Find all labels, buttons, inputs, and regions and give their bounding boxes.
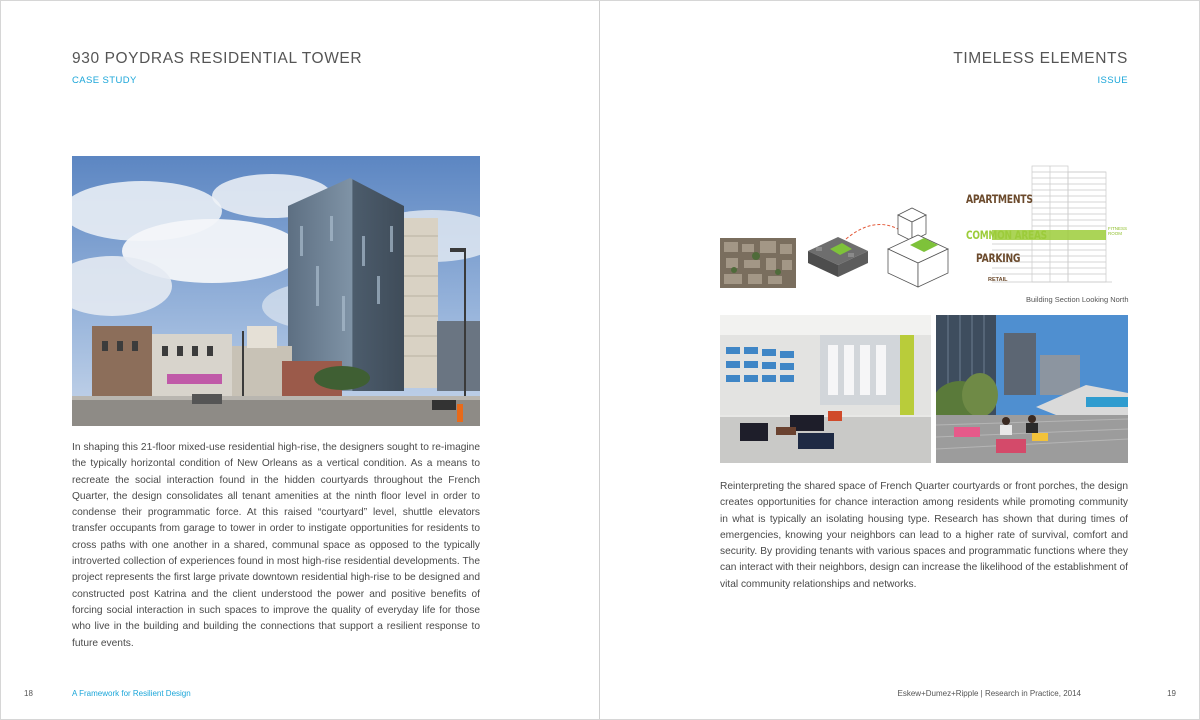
rooftop-illustration — [936, 315, 1128, 463]
left-body-text: In shaping this 21-floor mixed-use residential high-rise, the designers sought to re-imagine the typically horizontal condition of New Orleans as a vertical condition. As a means to recreate the social interaction found in the hidden courtyards throughout the French Quarter, the design consolidates all tenant amenities at the ninth floor level in order to condense their programmatic force. At this raised “courtyard” level, shuttle elevators transfer occupants from garage to tower in order to instigate opportunities for residents to cross paths with one another in a shared, communal space as opposed to the typically introverted collection of experiences found in most high-rise residential developments. The project represents the first large private downtown residential high-rise to be designed and constructed post Katrina and the client understood the power and positive benefits of forcing social interaction in such spaces to improve the quality of everyday life for those who live in the building and building the connections that support a resilient response to future events. — [72, 442, 480, 649]
right-body-text: Reinterpreting the shared space of French Quarter courtyards or front porches, the design creates opportunities for chance interaction among residents while promoting community in what is typically an isolating housing type. Research has shown that during times of emergencies, knowing your neighbors can lead to a higher rate of survival, comfort and security. By providing tenants with various spaces and programmatic functions where they can interact with their neighbors, design can increase the likelihood of the establishment of vital community relationships and networks. — [720, 481, 1128, 590]
building-section-diagram — [962, 164, 1128, 289]
tower-photo-illustration — [72, 156, 480, 426]
diagram-caption: Building Section Looking North — [1026, 295, 1129, 304]
page-title: 930 POYDRAS RESIDENTIAL TOWER — [72, 50, 363, 67]
page-number-left: 18 — [24, 689, 33, 698]
page-title-right: TIMELESS ELEMENTS — [953, 50, 1128, 67]
section-label-fitness: FITNESS ROOM — [1108, 226, 1128, 236]
section-label-retail: RETAIL — [988, 277, 1008, 283]
isometric-concept-diagram — [802, 205, 952, 290]
rooftop-terrace-photo — [936, 315, 1128, 463]
section-label-common-areas: COMMON AREAS — [966, 228, 1047, 242]
aerial-photo — [720, 238, 796, 288]
aerial-photo-illustration — [720, 238, 796, 288]
footer-firm-credit: Eskew+Dumez+Ripple | Research in Practice, 2014 — [897, 689, 1081, 698]
page-subtitle: CASE STUDY — [72, 75, 137, 86]
lobby-photo — [720, 315, 931, 463]
page-number-right: 19 — [1167, 689, 1176, 698]
building-section-lines — [962, 164, 1122, 289]
section-label-parking: PARKING — [976, 251, 1021, 265]
page-subtitle-right: ISSUE — [1097, 75, 1128, 86]
tower-street-photo — [72, 156, 480, 426]
right-page — [600, 0, 1200, 720]
footer-publication-title: A Framework for Resilient Design — [72, 689, 191, 698]
isometric-illustration — [802, 205, 952, 290]
lobby-illustration — [720, 315, 931, 463]
left-page — [0, 0, 599, 720]
section-label-apartments: APARTMENTS — [966, 192, 1033, 206]
